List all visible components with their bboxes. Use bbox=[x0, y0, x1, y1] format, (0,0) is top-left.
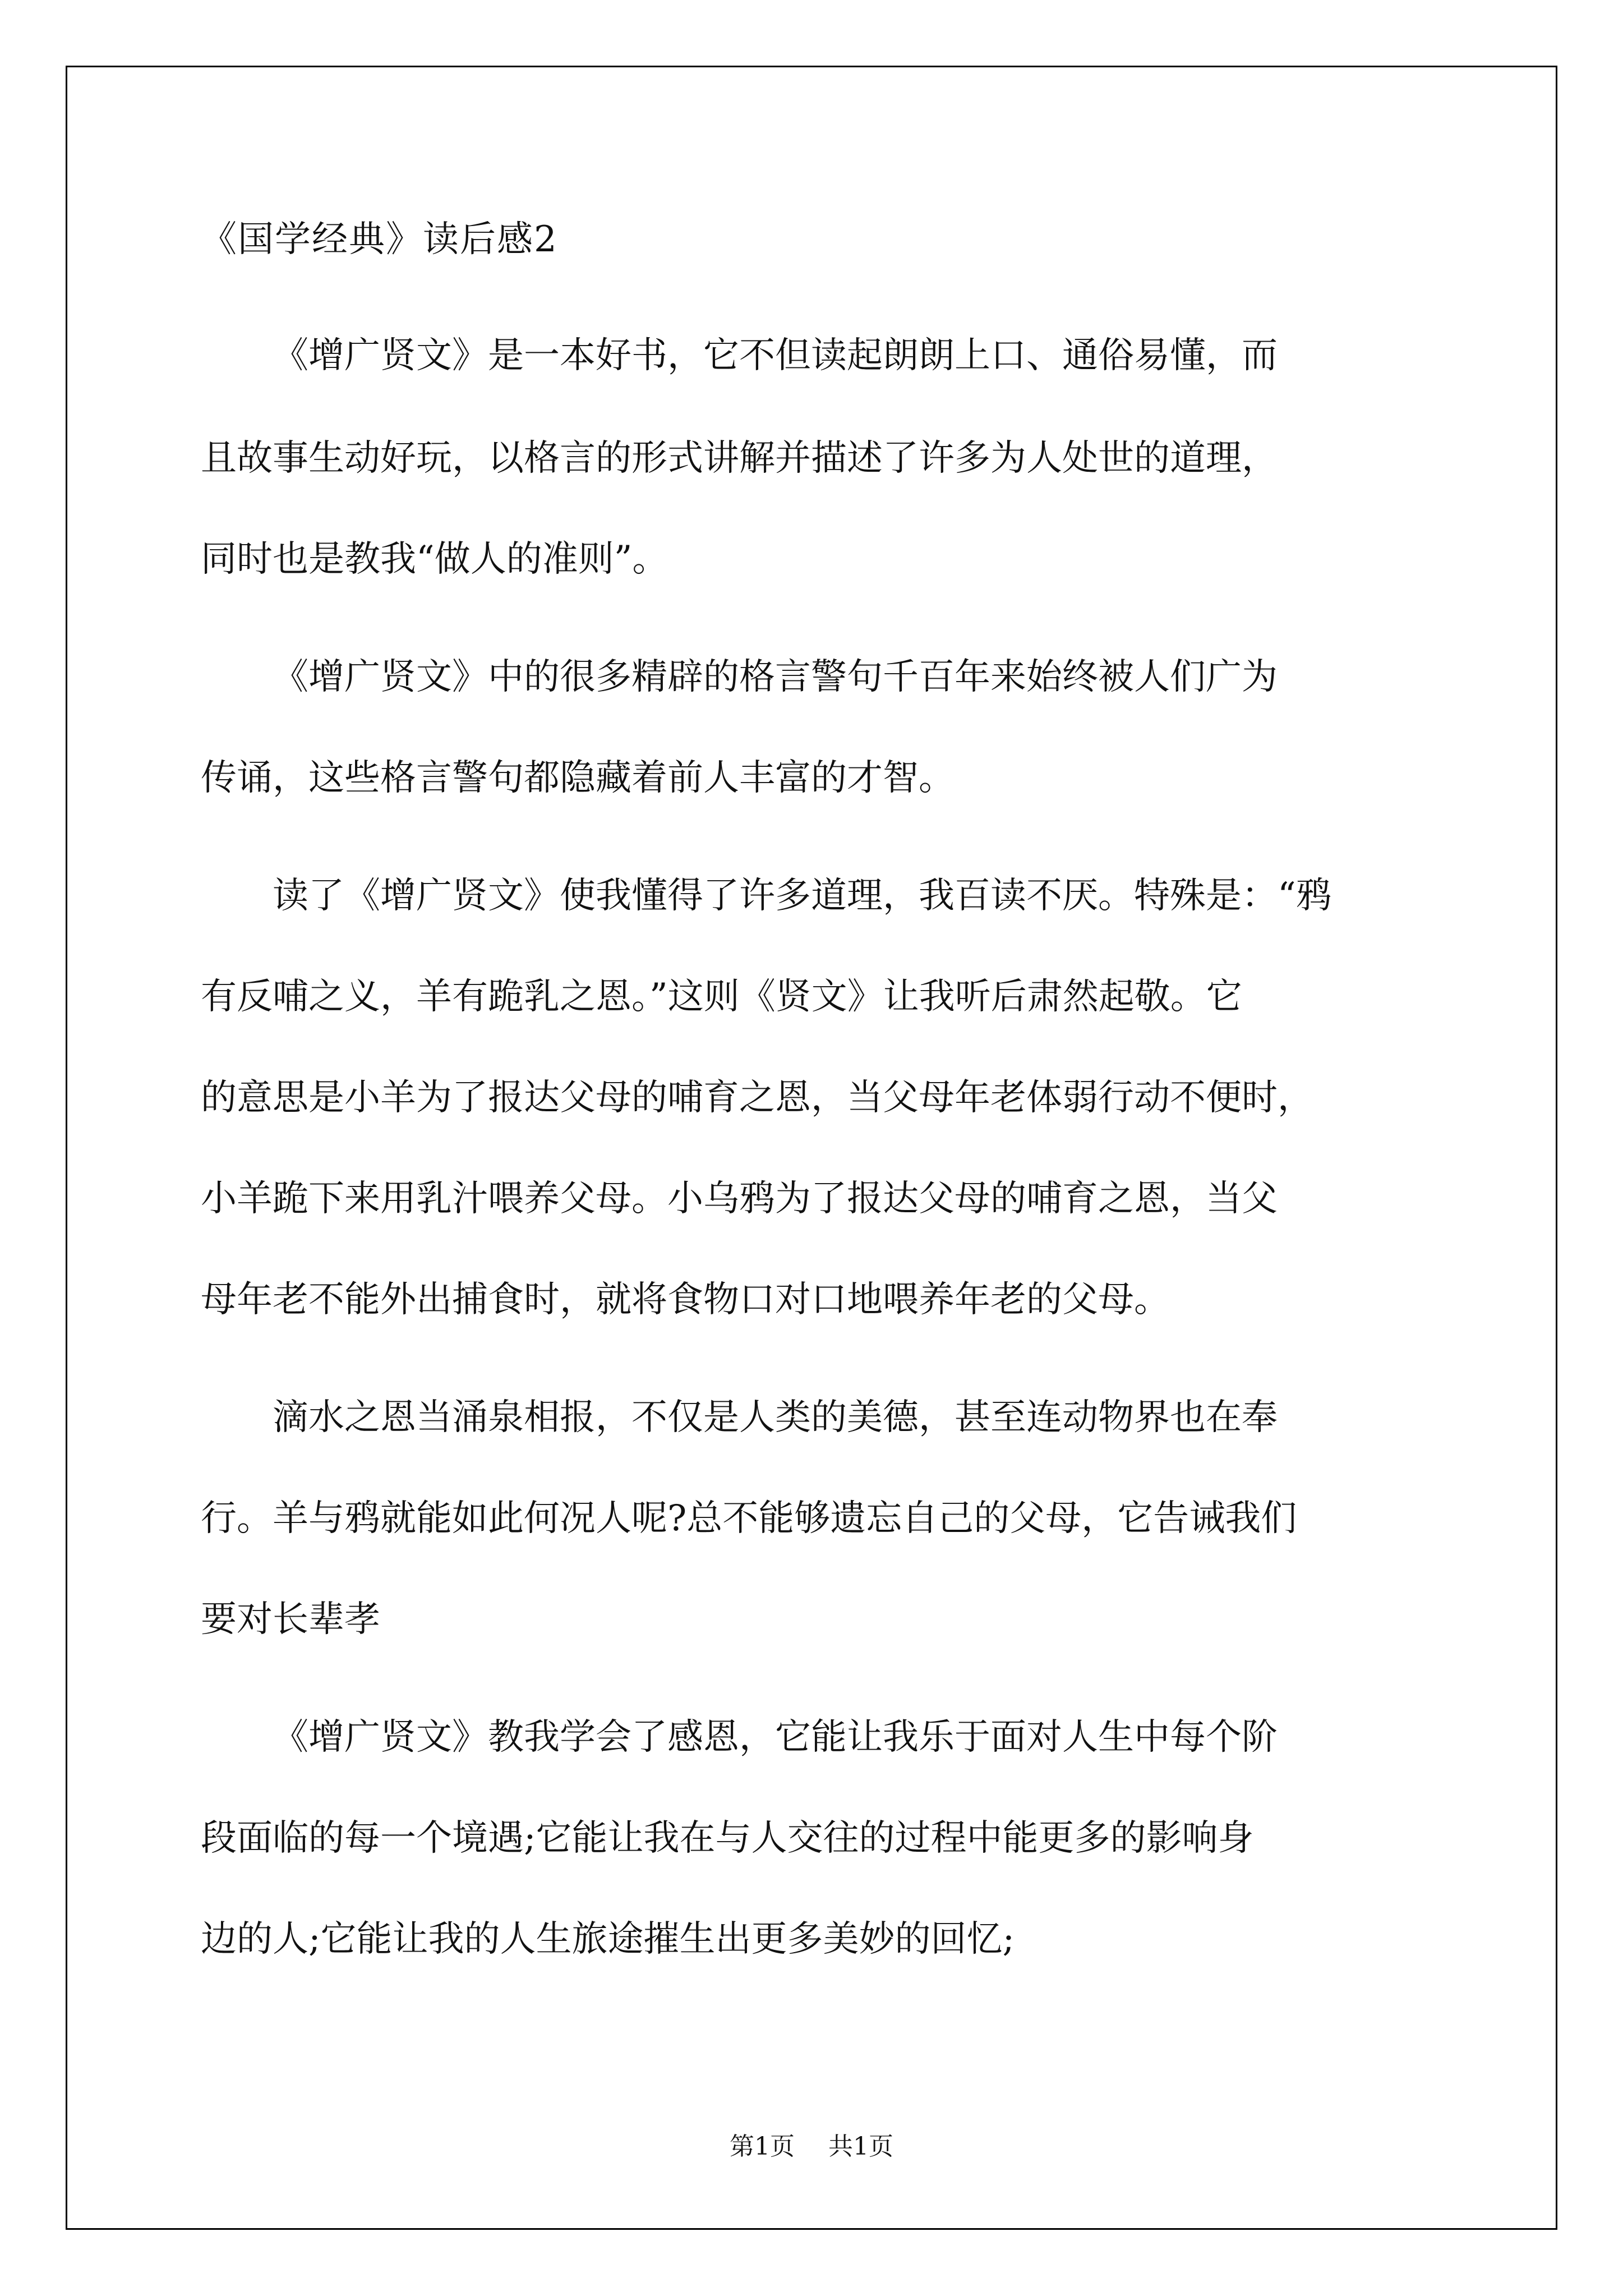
paragraph-1-line-2: 且故事生动好玩，以格言的形式讲解并描述了许多为人处世的道理， bbox=[201, 438, 1278, 479]
paragraph-5-line-2: 段面临的每一个境遇;它能让我在与人交往的过程中能更多的影响身 bbox=[201, 1818, 1254, 1859]
paragraph-1-line-3: 同时也是教我“做人的准则”。 bbox=[201, 539, 668, 580]
paragraph-3-line-1: 读了《增广贤文》使我懂得了许多道理，我百读不厌。特殊是：“鸦 bbox=[273, 875, 1332, 917]
paragraph-5-line-1: 《增广贤文》教我学会了感恩，它能让我乐于面对人生中每个阶 bbox=[273, 1717, 1278, 1758]
paragraph-2-line-1: 《增广贤文》中的很多精辟的格言警句千百年来始终被人们广为 bbox=[273, 656, 1278, 698]
paragraph-2-line-2: 传诵，这些格言警句都隐藏着前人丰富的才智。 bbox=[201, 757, 955, 799]
paragraph-3-line-2: 有反哺之义，羊有跪乳之恩。”这则《贤文》让我听后肃然起敬。它 bbox=[201, 976, 1242, 1018]
page-footer bbox=[0, 2126, 1623, 2162]
paragraph-3-line-4: 小羊跪下来用乳汁喂养父母。小乌鸦为了报达父母的哺育之恩，当父 bbox=[201, 1178, 1278, 1220]
paragraph-3-line-3: 的意思是小羊为了报达父母的哺育之恩，当父母年老体弱行动不便时， bbox=[201, 1077, 1313, 1119]
page-border bbox=[66, 66, 1557, 2230]
paragraph-3-line-5: 母年老不能外出捕食时，就将食物口对口地喂养年老的父母。 bbox=[201, 1279, 1170, 1320]
page-number: 第1页 bbox=[730, 2132, 795, 2161]
paragraph-4-line-3: 要对长辈孝 bbox=[201, 1599, 380, 1640]
document-title: 《国学经典》读后感2 bbox=[201, 219, 558, 260]
paragraph-5-line-3: 边的人;它能让我的人生旅途摧生出更多美妙的回忆; bbox=[201, 1918, 1015, 1960]
paragraph-4-line-1: 滴水之恩当涌泉相报，不仅是人类的美德，甚至连动物界也在奉 bbox=[273, 1397, 1278, 1438]
paragraph-4-line-2: 行。羊与鸦就能如此何况人呢?总不能够遗忘自己的父母，它告诫我们 bbox=[201, 1498, 1297, 1539]
page-total: 共1页 bbox=[828, 2132, 893, 2161]
paragraph-1-line-1: 《增广贤文》是一本好书，它不但读起朗朗上口、通俗易懂，而 bbox=[273, 335, 1278, 376]
